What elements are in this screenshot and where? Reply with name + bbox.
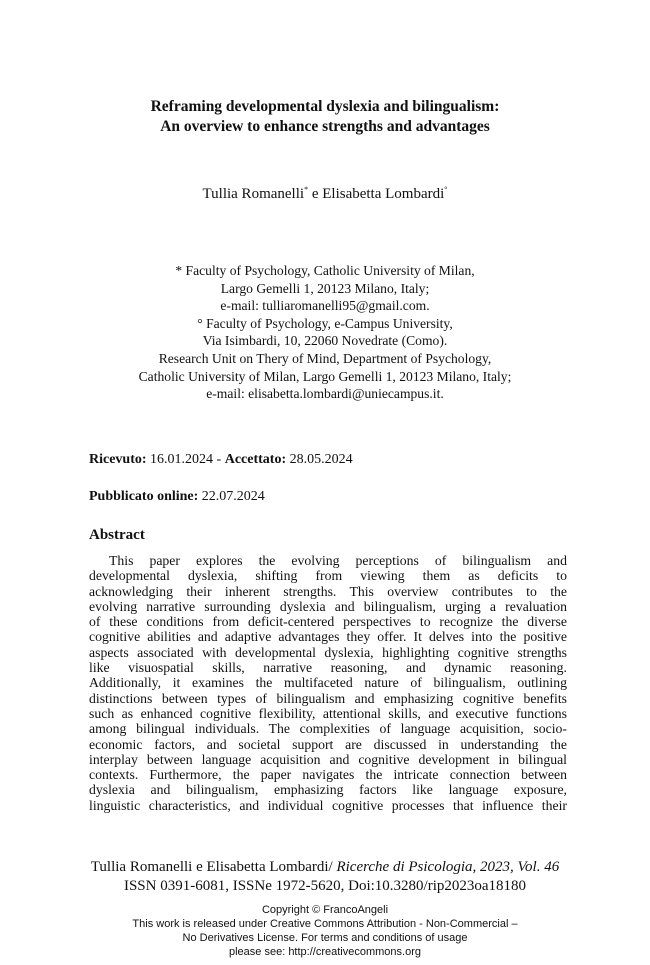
author-connector: e	[308, 186, 323, 202]
received-label: Ricevuto:	[89, 452, 147, 467]
abstract-line: distinctions between types of bilingualism and emphasizing cognitive benefits	[89, 690, 567, 706]
affiliation-line: Research Unit on Thery of Mind, Department of Psychology,	[158, 350, 492, 366]
abstract-line: of these conditions from deficit-centered perspectives to recognize the diverse	[89, 614, 567, 630]
abstract-line: contexts. Furthermore, the paper navigates the intricate connection between	[89, 767, 567, 783]
copyright-notice	[0, 903, 650, 959]
abstract-line: acknowledging their inherent strengths. This overview contributes to the	[89, 583, 567, 599]
affiliation-line: * Faculty of Psychology, Catholic University of Milan,	[175, 263, 475, 278]
published-label: Pubblicato online:	[89, 489, 199, 504]
abstract-line: among bilingual individuals. The complexities of language acquisition, socio-	[89, 721, 567, 737]
license-line: This work is released under Creative Commons Attribution - Non-Commercial –	[132, 918, 518, 930]
abstract-line: interplay between language acquisition and cognitive development in bilingual	[89, 751, 567, 767]
received-accepted-line	[89, 452, 353, 468]
abstract-line: developmental dyslexia, shifting from viewing them as deficits to	[89, 568, 567, 584]
abstract-line: such as enhanced cognitive flexibility, attentional skills, and executive functions	[89, 705, 567, 721]
paper-title-line-2: An overview to enhance strengths and advantages	[160, 118, 490, 135]
citation-line	[0, 858, 650, 877]
affiliation-email: e-mail: tulliaromanelli95@gmail.com.	[220, 298, 430, 314]
date-separator: -	[213, 452, 225, 467]
abstract-body	[89, 553, 567, 813]
abstract-line: economic factors, and societal support are discussed in understanding the	[89, 736, 567, 752]
abstract-line: dyslexia and bilingualism, emphasizing factors like language exposure,	[89, 782, 567, 798]
published-line	[89, 489, 265, 505]
abstract-heading: Abstract	[89, 527, 145, 543]
affiliation-line: Catholic University of Milan, Largo Gemelli 1, 20123 Milano, Italy;	[138, 368, 512, 384]
author-2-mark: °	[444, 185, 448, 194]
affiliation-email: e-mail: elisabetta.lombardi@uniecampus.it.	[206, 386, 444, 402]
published-date: 22.07.2024	[201, 489, 265, 504]
citation-journal: Ricerche di Psicologia, 2023, Vol. 46	[336, 859, 560, 875]
abstract-line: This paper explores the evolving perceptions of bilingualism and	[109, 553, 567, 568]
received-date: 16.01.2024	[150, 452, 214, 467]
license-line: No Derivatives License. For terms and conditions of usage	[182, 932, 468, 944]
author-1: Tullia Romanelli	[202, 186, 305, 202]
abstract-line: aspects associated with developmental dyslexia, highlighting cognitive strengths	[89, 644, 567, 660]
license-url-line: please see: http://creativecommons.org	[229, 946, 421, 958]
abstract-line: Additionally, it examines the multifaceted nature of bilingualism, outlining	[89, 675, 567, 691]
citation-footer	[0, 858, 650, 896]
abstract-line: linguistic characteristics, and individual cognitive processes that influence their	[89, 797, 567, 813]
paper-title-line-1: Reframing developmental dyslexia and bilingualism:	[150, 98, 500, 115]
affiliation-line: Via Isimbardi, 10, 22060 Novedrate (Como).	[202, 333, 448, 349]
paper-title	[0, 97, 650, 137]
author-1-mark: *	[304, 185, 309, 194]
abstract-line: evolving narrative surrounding dyslexia and bilingualism, urging a revaluation	[89, 598, 567, 614]
author-line	[0, 186, 650, 203]
citation-authors: Tullia Romanelli e Elisabetta Lombardi/	[90, 859, 337, 875]
affiliation-line: Largo Gemelli 1, 20123 Milano, Italy;	[220, 280, 430, 296]
abstract-line: like visuospatial skills, narrative reasoning, and dynamic reasoning.	[89, 660, 567, 676]
copyright-line: Copyright © FrancoAngeli	[261, 904, 389, 916]
accepted-label: Accettato:	[224, 452, 287, 467]
accepted-date: 28.05.2024	[289, 452, 353, 467]
abstract-line: cognitive abilities and adaptive advantages they offer. It delves into the positive	[89, 629, 567, 645]
affiliation-line: ° Faculty of Psychology, e-Campus University,	[197, 315, 453, 331]
author-2: Elisabetta Lombardi	[322, 186, 445, 202]
affiliations	[0, 262, 650, 403]
issn-doi-line: ISSN 0391-6081, ISSNe 1972-5620, Doi:10.3280/rip2023oa18180	[123, 878, 527, 894]
